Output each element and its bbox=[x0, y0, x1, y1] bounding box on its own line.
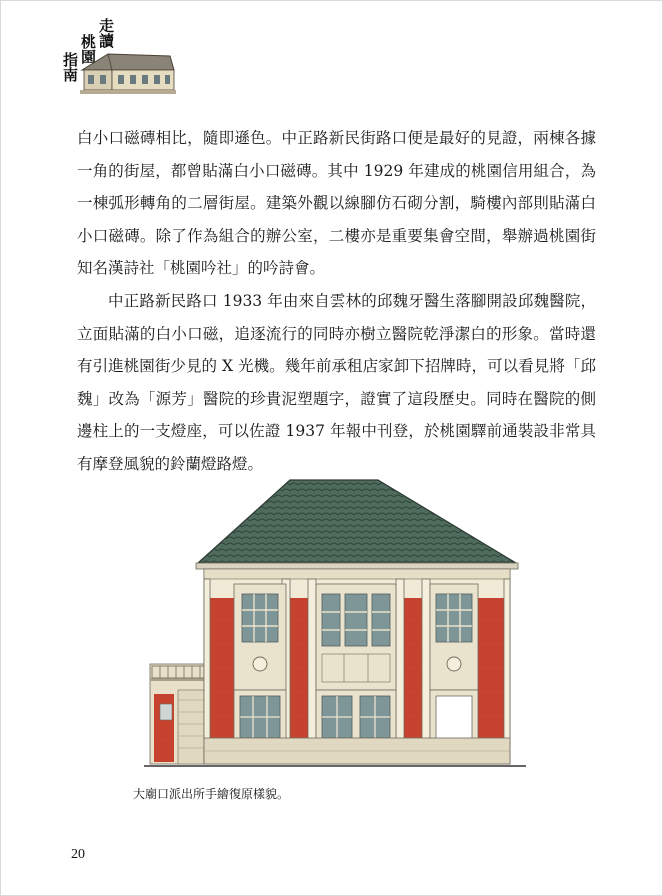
roof bbox=[198, 480, 516, 563]
body-text bbox=[77, 122, 596, 481]
paragraph-1: 白小口磁磚相比，隨即遜色。中正路新民街路口便是最好的見證，兩棟各據一角的街屋，都曾貼滿白小口磁磚。其中 1929 年建成的桃園信用組合，為一棟弧形轉角的二層街屋。建築外觀以線腳仿石砌分割，騎樓內部則貼滿白小口磁磚。除了作為組合的辦公室，二樓亦是重要集會空間，舉辦過桃園街知名漢詩社「桃園吟社」的吟詩會。 bbox=[77, 129, 596, 278]
header-building-sketch bbox=[78, 46, 176, 98]
paragraph-2: 中正路新民路口 1933 年由來自雲林的邱魏牙醫生落腳開設邱魏醫院，立面貼滿的白小口磁，追逐流行的同時亦樹立醫院乾淨潔白的形象。當時還有引進桃園街少見的 X 光機。幾年前承租店家卸下招牌時，可以看見將「邱魏」改為「源芳」醫院的珍貴泥塑題字，證實了這段歷史。同時在醫院的側邊柱上的一支燈座，可以佐證 1937 年報中刊登，於桃園驛前通裝設非常具有摩登風貌的鈴蘭燈路燈。 bbox=[77, 291, 596, 473]
header-title-line-2: 桃園 bbox=[79, 34, 97, 64]
page-number: 20 bbox=[71, 847, 85, 862]
header-emblem bbox=[18, 12, 178, 102]
header-title-line-1: 走讀 bbox=[97, 18, 115, 48]
police-station-illustration bbox=[138, 468, 530, 774]
figure-caption: 大廟口派出所手繪復原樣貌。 bbox=[133, 787, 290, 801]
header-title-line-3: 指南 bbox=[61, 52, 79, 82]
